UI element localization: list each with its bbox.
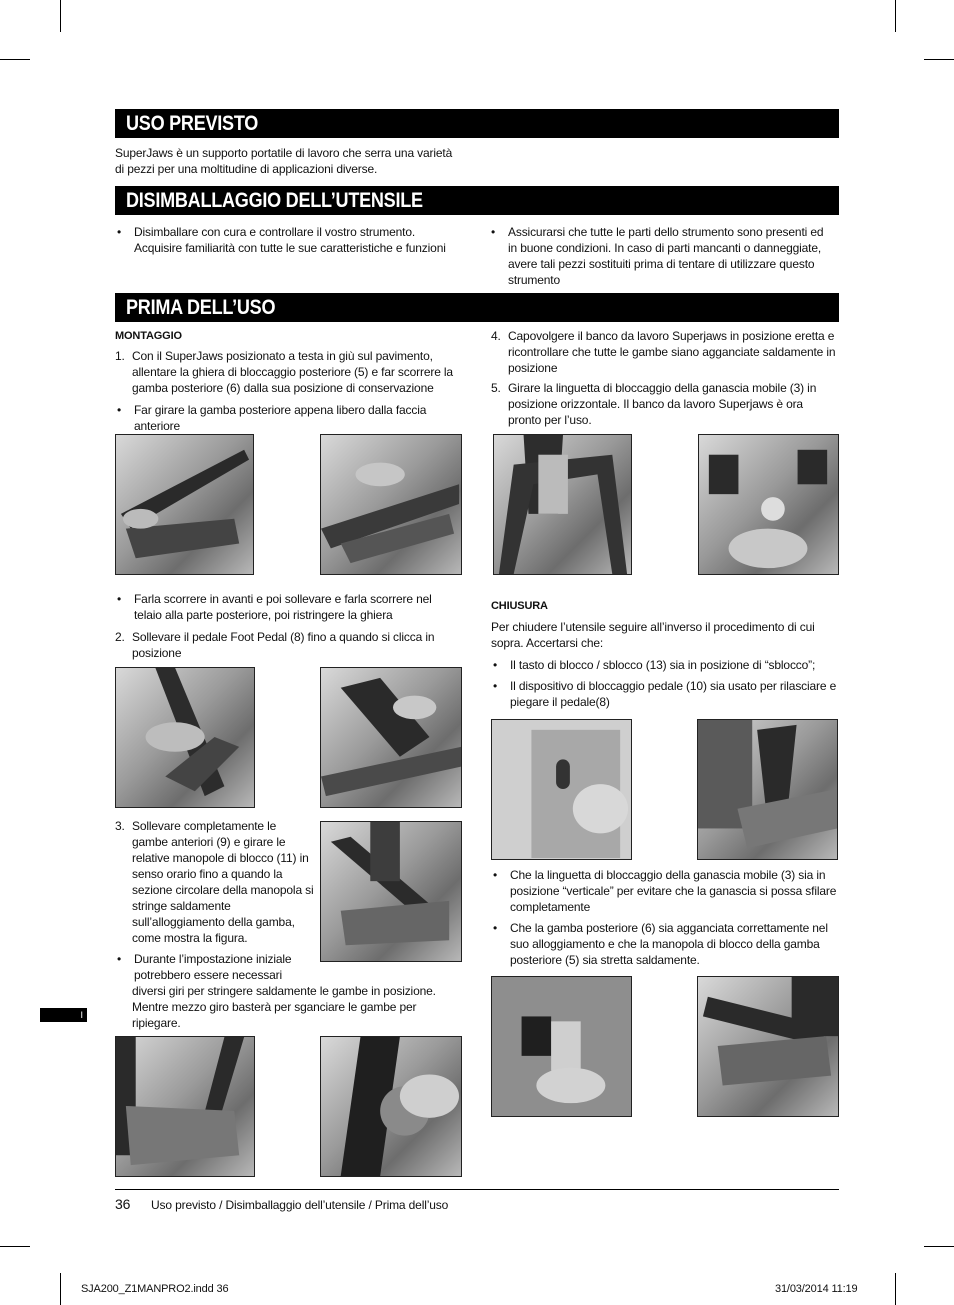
photo-pedal-release xyxy=(697,719,838,860)
photo-knob-closeup xyxy=(320,1036,462,1177)
photo-rear-leg-stowed xyxy=(697,976,839,1117)
footer-rule xyxy=(115,1189,839,1190)
crop-mark xyxy=(924,59,954,60)
language-tab: I xyxy=(40,1008,87,1022)
photo-front-leg-tighten xyxy=(115,1036,255,1177)
bullet-continuation: diversi giri per stringere saldamente le gambe in posizione. Mentre mezzo giro basterà per sganciare le gambe per ripiegare. xyxy=(132,984,436,1030)
photo-rear-leg-slide xyxy=(320,434,462,575)
section-header-before-use: PRIMA DELL’USO xyxy=(115,293,839,322)
section-header-intended-use: USO PREVISTO xyxy=(115,109,839,138)
crop-mark xyxy=(60,0,61,32)
photo-unlock-button xyxy=(491,719,632,860)
closing-intro: Per chiudere l’utensile seguire all’inverso il procedimento di cui sopra. Accertarsi che: xyxy=(491,620,815,650)
crop-mark xyxy=(895,0,896,32)
running-title: Uso previsto / Disimballaggio dell’utensile / Prima dell’uso xyxy=(151,1198,449,1212)
photo-foot-pedal-lift xyxy=(115,667,255,808)
photo-jaw-lock-tab xyxy=(698,434,839,575)
crop-mark xyxy=(895,1273,896,1305)
file-name: SJA200_Z1MANPRO2.indd 36 xyxy=(81,1283,229,1295)
crop-mark xyxy=(0,1246,30,1247)
photo-front-legs-knob xyxy=(320,821,462,962)
manual-page: USO PREVISTO SuperJaws è un supporto portatile di lavoro che serra una varietà di pezzi per una moltitudine di applicazioni diverse. DISIMBALLAGGIO DELL’UTENSILE • Disimballare con cura e controllare il vostro strumento. Acquisire familiarità con tutte le sue caratteristiche e funzioni • Assicurarsi che tutte le parti dello strumento sono presenti ed in buone condizioni. In caso di parti mancanti o danneggiate, avere tali pezzi sostituiti prima di tentare di utilizzare questo strumento PRIMA DELL’USO MONTAGGIO 1. Con il SuperJaws posizionato a testa in giù sul pavimento, allentare la ghiera di bloccaggio posteriore (5) e far scorrere la gamba posteriore (6) dalla sua posizione di conservazione • Far girare la gamba posteriore appena libero dalla faccia anteriore • Farla scorrere in avanti e poi sollevare e farla scorrere nel telaio alla parte posteriore, poi ristringere la ghiera 2. Sollevare il pedale Foot Pedal (8) fino a quando si clicca in posizione 3. Sollevare completamente le gambe anteriori (9) e girare le relative manopole di blocco (11) in senso orario fino a quando la sezione circolare della manopola si stringe saldamente sull’alloggiamento della gamba, come mostra la figura. • Durante l’impostazione iniziale potrebbero essere necessari diversi giri per stringere saldamente le gambe in posizione. Mentre mezzo giro basterà per sganciare le gambe per ripiegare. 4. Capovolgere il banco da lavoro Superjaws in posizione eretta e ricontrollare che tutte le gambe siano agganciate saldamente in posizione 5. Girare la linguetta di bloccaggio della ganascia mobile (3) in posizione orizzontale. Il banco da lavoro Superjaws è ora pronto per l’uso. CHIUSURA Per chiudere l’utensile seguire all’inverso il procedimento di cui sopra. Accertarsi che: • Il tasto di blocco / sblocco (13) sia in posizione di “sblocco”; • Il dispositivo di bloccaggio pedale (10) sia usato per rilasciare e piegare il pedale(8) • Che la linguetta di bloccaggio della ganascia mobile (3) sia in posizione “verticale” per evitare che la ganascia si possa sfilare completamente • Che la gamba posteriore (6) sia agganciata correttamente nel suo alloggiamento e che la manopola di blocco della gamba posteriore (5) sia stretta saldamente. I 36 Uso previsto / Disimballaggio dell’utensile / Prima dell’uso SJA200_Z1MANPRO2.indd 36 31/03/2014 11:19 xyxy=(0,0,954,1305)
intended-use-text: SuperJaws è un supporto portatile di lavoro che serra una varietà di pezzi per una moltitudine di applicazioni diverse. xyxy=(115,146,453,176)
assembly-heading: MONTAGGIO xyxy=(115,330,182,342)
section-header-unpacking: DISIMBALLAGGIO DELL’UTENSILE xyxy=(115,186,839,215)
page-number: 36 xyxy=(115,1196,131,1212)
photo-rear-leg-rotate xyxy=(115,434,254,575)
closing-heading: CHIUSURA xyxy=(491,600,548,612)
crop-mark xyxy=(0,59,30,60)
crop-mark xyxy=(60,1273,61,1305)
photo-foot-pedal-click xyxy=(320,667,462,808)
photo-jaw-tab-vertical xyxy=(491,976,632,1117)
timestamp: 31/03/2014 11:19 xyxy=(775,1283,858,1295)
crop-mark xyxy=(924,1246,954,1247)
photo-bench-upright xyxy=(493,434,632,575)
